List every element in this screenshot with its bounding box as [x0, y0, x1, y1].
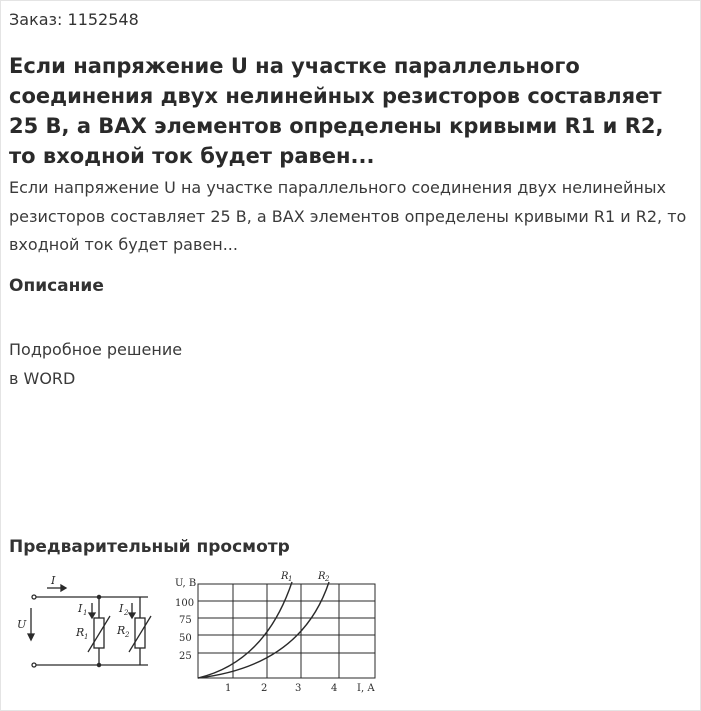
curve-r2 [198, 582, 329, 678]
curve-r1 [198, 582, 292, 678]
resistor-1-label: R [76, 626, 85, 639]
y-axis-label: U, В [175, 578, 197, 589]
circuit-diagram [28, 585, 151, 667]
task-title: Если напряжение U на участке параллельного соединения двух нелинейных резисторов составляет 25 В, а ВАХ элементов определены кривыми R1 и R2, то входной ток будет равен... [9, 54, 664, 168]
resistor-1-subscript: 1 [84, 633, 89, 641]
current-1-subscript: 1 [83, 609, 88, 617]
resistor-2-label: R [117, 624, 126, 637]
y-tick-75: 75 [179, 615, 192, 626]
current-1-label: I [78, 602, 83, 615]
y-tick-50: 50 [179, 633, 192, 644]
y-tick-100: 100 [175, 598, 195, 609]
voltage-label: U [17, 618, 27, 631]
input-terminal-bottom [32, 663, 36, 667]
current-total-label: I [51, 574, 56, 587]
description-line-1: Подробное решение [9, 340, 183, 359]
description-line-2: в WORD [9, 369, 76, 388]
x-tick-4: 4 [331, 683, 338, 694]
task-lead-text: Если напряжение U на участке параллельного соединения двух нелинейных резисторов составляет 25 В, а ВАХ элементов определены кривыми R1 и R2, то входной ток будет равен... [9, 178, 687, 254]
x-tick-3: 3 [295, 683, 302, 694]
description-heading: Описание [9, 276, 104, 296]
preview-heading: Предварительный просмотр [9, 537, 290, 557]
x-tick-1: 1 [225, 683, 232, 694]
curve-r1-label: R [281, 571, 289, 582]
y-tick-25: 25 [179, 651, 192, 662]
curve-r1-subscript: 1 [288, 575, 293, 583]
resistor-r1-slash [88, 616, 110, 652]
x-axis-label: I, А [357, 683, 375, 694]
current-2-label: I [119, 602, 124, 615]
x-tick-2: 2 [261, 683, 268, 694]
volt-ampere-graph [175, 571, 375, 694]
current-2-subscript: 2 [124, 609, 129, 617]
curve-r2-label: R [318, 571, 326, 582]
curve-r2-subscript: 2 [325, 575, 330, 583]
preview-image [9, 570, 389, 700]
input-terminal-top [32, 595, 36, 599]
order-number: Заказ: 1152548 [9, 10, 139, 29]
resistor-2-subscript: 2 [125, 631, 130, 639]
resistor-r2-slash [129, 616, 151, 652]
